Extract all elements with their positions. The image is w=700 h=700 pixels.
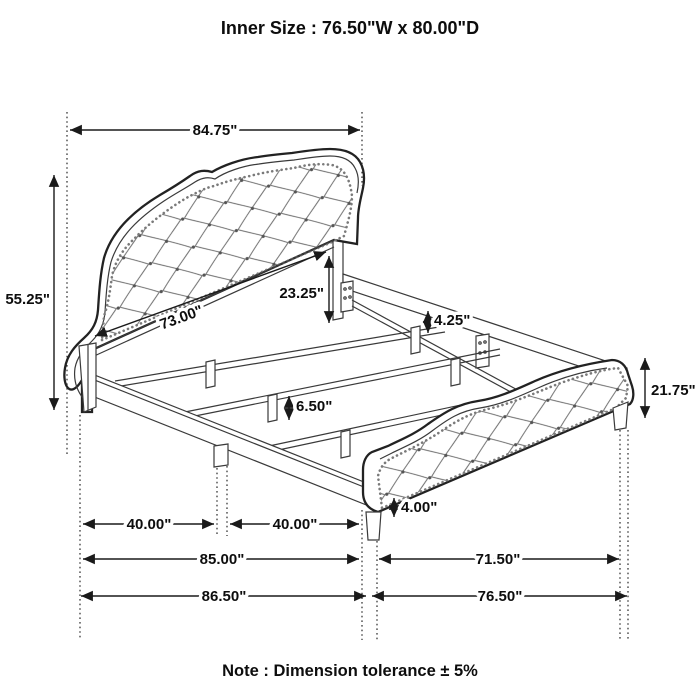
dim-frame-length-label: 85.00" — [199, 551, 245, 568]
dim-slat-leg-height — [289, 396, 332, 420]
tolerance-note: Note : Dimension tolerance ± 5% — [222, 662, 478, 680]
bed-drawing — [60, 140, 650, 540]
head-bracket-plate — [341, 281, 353, 312]
dim-footboard-width-label: 76.50" — [477, 588, 523, 605]
headboard — [60, 140, 380, 412]
dim-headboard-width — [70, 122, 360, 139]
dim-slat-leg-height-label: 6.50" — [296, 398, 333, 415]
footboard — [350, 350, 650, 540]
dim-footboard-height — [645, 358, 696, 418]
dim-headboard-height-label: 55.25" — [5, 291, 50, 308]
dim-leg-span-1-label: 40.00" — [126, 516, 172, 533]
dim-leg-span-2-label: 40.00" — [272, 516, 318, 533]
dim-overall-length-label: 86.50" — [201, 588, 247, 605]
dim-footboard-inner-width — [379, 551, 619, 568]
dim-headboard-panel-height-label: 23.25" — [279, 285, 324, 302]
inner-size-title: Inner Size : 76.50"W x 80.00"D — [220, 18, 480, 38]
dim-headboard-height — [5, 175, 54, 410]
dim-footboard-height-label: 21.75" — [651, 382, 696, 399]
dim-footboard-leg-height — [394, 498, 437, 517]
dim-headboard-inner-width-label: 73.00" — [157, 302, 206, 334]
dim-frame-length — [83, 551, 359, 568]
dim-leg-span-2 — [230, 516, 359, 533]
dim-leg-span-1 — [83, 516, 214, 533]
dim-footboard-leg-height-label: 4.00" — [401, 499, 438, 516]
dim-headboard-width-label: 84.75" — [192, 122, 238, 139]
dim-footboard-inner-width-label: 71.50" — [475, 551, 521, 568]
dim-footboard-width — [372, 588, 627, 605]
dim-rail-gap-label: 4.25" — [434, 312, 471, 329]
dim-rail-gap — [428, 311, 470, 333]
dim-overall-length — [81, 588, 366, 605]
footboard-left-leg — [366, 512, 381, 540]
